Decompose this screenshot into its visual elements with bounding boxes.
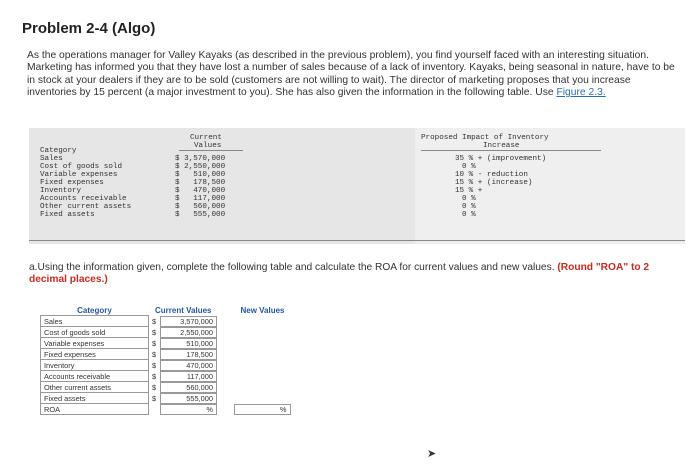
table-row [41,371,293,382]
figure-impact-7: 0 % [462,211,476,219]
figure-cat-2: Variable expenses [40,171,118,179]
reference-figure-impact [415,128,685,244]
current-value-field: 560,000 [160,382,217,393]
current-value-field: 3,570,000 [160,316,217,327]
currency-symbol: $ [151,371,157,381]
figure-val-3: $ 178,500 [175,179,226,187]
answer-table [40,305,293,415]
figure-impact-0: 35 % + (improvement) [455,155,547,163]
question-body: a.Using the information given, complete the following table and calculate the ROA for current values and new values. [29,262,555,273]
figure-val-4: $ 470,000 [175,187,226,195]
figure-val-1: $ 2,550,000 [175,163,226,171]
reference-figure [29,128,415,244]
row-label: Fixed expenses [41,349,149,360]
currency-symbol: $ [151,349,157,359]
question-rounding-note: (Round "ROA" to 2 decimal places.) [29,262,650,286]
figure-val-2: $ 510,000 [175,171,226,179]
roa-row [41,404,293,415]
figure-val-7: $ 555,000 [175,211,226,219]
row-label: Cost of goods sold [41,327,149,338]
currency-symbol: $ [151,360,157,370]
current-value-field: 117,000 [160,371,217,382]
figure-header-current-1: Current [190,134,222,142]
current-value-field: 178,500 [160,349,217,360]
figure-cat-4: Inventory [40,187,82,195]
row-label: Other current assets [41,382,149,393]
table-row [41,316,293,327]
figure-cat-6: Other current assets [40,203,132,211]
answer-header-row [41,305,293,316]
figure-header-category: Category [40,147,77,155]
current-value-field: 555,000 [160,393,217,404]
figure-impact-6: 0 % [462,203,476,211]
figure-header-proposed-2: Increase [483,142,520,150]
row-label: Sales [41,316,149,327]
question-text [29,262,689,287]
row-label: Accounts receivable [41,371,149,382]
figure-val-5: $ 117,000 [175,195,226,203]
figure-val-6: $ 560,000 [175,203,226,211]
col-header-category: Category [41,305,149,316]
problem-title: Problem 2-4 (Algo) [22,20,156,37]
table-row [41,360,293,371]
current-value-field: 2,550,000 [160,327,217,338]
currency-symbol: $ [151,316,157,326]
mouse-cursor-icon: ➤ [427,448,437,460]
row-label: Inventory [41,360,149,371]
figure-cat-5: Accounts receivable [40,195,127,203]
currency-symbol: $ [151,382,157,392]
figure-link[interactable]: Figure 2.3. [556,87,606,99]
current-value-field: 470,000 [160,360,217,371]
roa-current-input[interactable]: % [160,404,217,415]
figure-cat-1: Cost of goods sold [40,163,123,171]
problem-intro [27,50,682,100]
figure-impact-5: 0 % [462,195,476,203]
table-row [41,327,293,338]
row-label: Fixed assets [41,393,149,404]
figure-impact-2: 10 % - reduction [455,171,528,179]
figure-impact-3: 15 % + (increase) [455,179,533,187]
figure-val-0: $ 3,570,000 [175,155,226,163]
roa-new-input[interactable]: % [234,404,291,415]
roa-label: ROA [41,404,149,415]
figure-header-current-2: Values [194,142,222,150]
figure-impact-4: 15 % + [455,187,483,195]
table-row [41,338,293,349]
current-value-field: 510,000 [160,338,217,349]
currency-symbol: $ [151,393,157,403]
table-row [41,349,293,360]
figure-cat-7: Fixed assets [40,211,95,219]
table-row [41,393,293,404]
figure-cat-0: Sales [40,155,63,163]
currency-symbol: $ [151,338,157,348]
currency-symbol: $ [151,327,157,337]
table-row [41,382,293,393]
figure-impact-1: 0 % [462,163,476,171]
col-header-current: Current Values [155,305,212,315]
figure-header-proposed-1: Proposed Impact of Inventory [421,134,549,142]
row-label: Variable expenses [41,338,149,349]
col-header-new: New Values [240,305,285,315]
figure-cat-3: Fixed expenses [40,179,104,187]
intro-text: As the operations manager for Valley Kayaks (as described in the previous problem), you find yourself faced with an interesting situation. Marketing has informed you that they have lost a number of sales because of a lack of inventory. Kayaks, being seasonal in nature, have to be in stock at your dealers if they are to be sold (customers are not willing to wait). The director of marketing proposes that you increase inventories by 15 percent (a major investment to you). She has also given the information in the following table. Use [27,50,675,99]
